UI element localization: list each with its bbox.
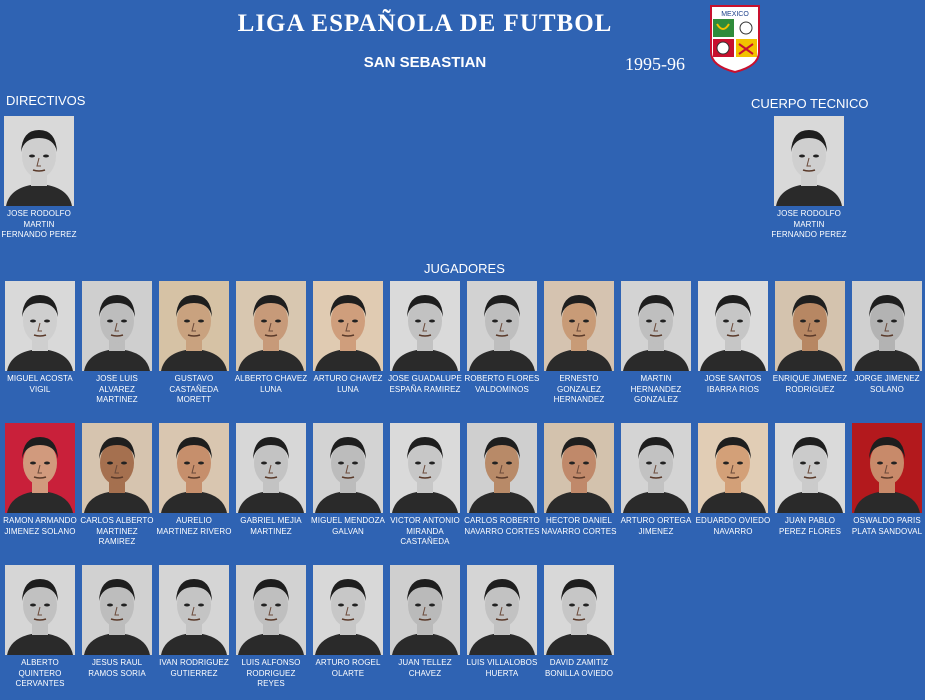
person-name: JOSE LUIS ALVAREZ MARTINEZ — [96, 374, 138, 404]
photo-frame — [698, 423, 768, 513]
person-name: MIGUEL ACOSTA VIGIL — [7, 374, 73, 394]
player-card — [156, 565, 232, 679]
portrait-photo — [236, 281, 306, 371]
person-name: ARTURO CHAVEZ LUNA — [313, 374, 383, 394]
photo-frame — [621, 281, 691, 371]
person-name: MIGUEL MENDOZA GALVAN — [311, 516, 385, 536]
section-jugadores: JUGADORES — [424, 261, 505, 276]
person-name: CARLOS ALBERTO MARTINEZ RAMIREZ — [80, 516, 154, 546]
player-card — [2, 281, 78, 395]
portrait-photo — [5, 423, 75, 513]
portrait-photo — [544, 565, 614, 655]
photo-frame — [544, 281, 614, 371]
player-card — [387, 565, 463, 679]
photo-frame — [313, 423, 383, 513]
photo-frame — [852, 281, 922, 371]
portrait-photo — [621, 423, 691, 513]
crest-icon — [709, 4, 761, 74]
person-name: OSWALDO PARIS PLATA SANDOVAL — [851, 516, 923, 536]
photo-frame — [544, 423, 614, 513]
player-card — [464, 281, 540, 395]
photo-frame — [698, 281, 768, 371]
portrait-photo — [467, 281, 537, 371]
player-card — [79, 281, 155, 406]
player-card — [618, 281, 694, 406]
player-card — [310, 565, 386, 679]
portrait-photo — [544, 423, 614, 513]
person-name: VICTOR ANTONIO MIRANDA CASTAÑEDA — [390, 516, 460, 546]
person-name: JOSE RODOLFO MARTIN FERNANDO PEREZ — [771, 209, 847, 239]
tecnico-card — [771, 116, 847, 241]
photo-frame — [159, 281, 229, 371]
player-card — [2, 423, 78, 537]
photo-frame — [390, 565, 460, 655]
person-name: EDUARDO OVIEDO NAVARRO — [695, 516, 771, 536]
player-card — [387, 281, 463, 395]
player-card — [156, 281, 232, 406]
person-name: GABRIEL MEJIA MARTINEZ — [240, 516, 302, 536]
person-name: ALBERTO CHAVEZ LUNA — [234, 374, 308, 394]
person-name: JORGE JIMENEZ SOLANO — [854, 374, 920, 394]
portrait-photo — [390, 423, 460, 513]
player-card — [464, 565, 540, 679]
player-card — [695, 281, 771, 395]
photo-frame — [236, 281, 306, 371]
portrait-photo — [775, 423, 845, 513]
person-name: LUIS VILLALOBOS HUERTA — [466, 658, 538, 678]
person-name: CARLOS ROBERTO NAVARRO CORTES — [464, 516, 540, 536]
photo-frame — [467, 281, 537, 371]
portrait-photo — [698, 281, 768, 371]
portrait-photo — [774, 116, 844, 206]
portrait-photo — [390, 565, 460, 655]
portrait-photo — [82, 281, 152, 371]
photo-frame — [621, 423, 691, 513]
photo-frame — [159, 423, 229, 513]
team-crest — [709, 4, 761, 74]
person-name: JESUS RAUL RAMOS SORIA — [88, 658, 146, 678]
photo-frame — [236, 423, 306, 513]
portrait-photo — [313, 565, 383, 655]
portrait-photo — [236, 565, 306, 655]
photo-frame — [4, 116, 74, 206]
person-name: JUAN PABLO PEREZ FLORES — [778, 516, 842, 536]
player-card — [233, 423, 309, 537]
player-card — [772, 281, 848, 395]
person-name: DAVID ZAMITIZ BONILLA OVIEDO — [544, 658, 614, 678]
person-name: JOSE GUADALUPE ESPAÑA RAMIREZ — [388, 374, 462, 394]
photo-frame — [82, 281, 152, 371]
season-label: 1995-96 — [625, 54, 685, 74]
player-card — [541, 565, 617, 679]
player-card — [849, 281, 925, 395]
svg-text:MEXICO: MEXICO — [721, 11, 749, 18]
player-card — [541, 281, 617, 406]
page-title: LIGA ESPAÑOLA DE FUTBOL — [237, 10, 613, 37]
photo-frame — [467, 565, 537, 655]
photo-frame — [159, 565, 229, 655]
portrait-photo — [313, 423, 383, 513]
portrait-photo — [5, 565, 75, 655]
portrait-photo — [544, 281, 614, 371]
player-card — [156, 423, 232, 537]
portrait-photo — [159, 423, 229, 513]
person-name: ROBERTO FLORES VALDOMINOS — [464, 374, 540, 394]
portrait-photo — [159, 565, 229, 655]
portrait-photo — [5, 281, 75, 371]
player-card — [233, 565, 309, 690]
portrait-photo — [852, 423, 922, 513]
portrait-photo — [4, 116, 74, 206]
portrait-photo — [159, 281, 229, 371]
portrait-photo — [852, 281, 922, 371]
photo-frame — [390, 423, 460, 513]
photo-frame — [852, 423, 922, 513]
section-cuerpo-tecnico: CUERPO TECNICO — [751, 96, 869, 111]
photo-frame — [313, 281, 383, 371]
person-name: ALBERTO QUINTERO CERVANTES — [15, 658, 65, 688]
player-card — [849, 423, 925, 537]
portrait-photo — [82, 565, 152, 655]
person-name: ENRIQUE JIMENEZ RODRIGUEZ — [772, 374, 848, 394]
portrait-photo — [775, 281, 845, 371]
player-card — [387, 423, 463, 548]
player-card — [772, 423, 848, 537]
portrait-photo — [82, 423, 152, 513]
person-name: JUAN TELLEZ CHAVEZ — [398, 658, 452, 678]
player-card — [79, 423, 155, 548]
person-name: MARTIN HERNANDEZ GONZALEZ — [630, 374, 682, 404]
photo-frame — [82, 565, 152, 655]
photo-frame — [774, 116, 844, 206]
photo-frame — [775, 423, 845, 513]
player-card — [2, 565, 78, 690]
photo-frame — [390, 281, 460, 371]
photo-frame — [236, 565, 306, 655]
portrait-photo — [621, 281, 691, 371]
player-card — [464, 423, 540, 537]
photo-frame — [5, 281, 75, 371]
person-name: ARTURO ROGEL OLARTE — [315, 658, 381, 678]
person-name: ARTURO ORTEGA JIMENEZ — [620, 516, 692, 536]
player-card — [310, 281, 386, 395]
portrait-photo — [698, 423, 768, 513]
person-name: JOSE RODOLFO MARTIN FERNANDO PEREZ — [1, 209, 77, 239]
person-name: JOSE SANTOS IBARRA RIOS — [704, 374, 762, 394]
player-card — [695, 423, 771, 537]
photo-frame — [82, 423, 152, 513]
portrait-photo — [236, 423, 306, 513]
player-card — [310, 423, 386, 537]
person-name: LUIS ALFONSO RODRIGUEZ REYES — [241, 658, 301, 688]
directivo-card — [1, 116, 77, 241]
player-card — [233, 281, 309, 395]
person-name: HECTOR DANIEL NAVARRO CORTES — [541, 516, 617, 536]
photo-frame — [544, 565, 614, 655]
player-card — [79, 565, 155, 679]
portrait-photo — [467, 423, 537, 513]
person-name: IVAN RODRIGUEZ GUTIERREZ — [159, 658, 229, 678]
section-directivos: DIRECTIVOS — [6, 93, 86, 108]
photo-frame — [467, 423, 537, 513]
player-card — [541, 423, 617, 537]
team-name: SAN SEBASTIAN — [363, 54, 487, 71]
photo-frame — [313, 565, 383, 655]
person-name: GUSTAVO CASTAÑEDA MORETT — [169, 374, 219, 404]
person-name: AURELIO MARTINEZ RIVERO — [156, 516, 232, 536]
player-card — [618, 423, 694, 537]
person-name: RAMON ARMANDO JIMENEZ SOLANO — [3, 516, 77, 536]
photo-frame — [5, 423, 75, 513]
photo-frame — [775, 281, 845, 371]
person-name: ERNESTO GONZALEZ HERNANDEZ — [553, 374, 605, 404]
portrait-photo — [390, 281, 460, 371]
portrait-photo — [313, 281, 383, 371]
portrait-photo — [467, 565, 537, 655]
photo-frame — [5, 565, 75, 655]
